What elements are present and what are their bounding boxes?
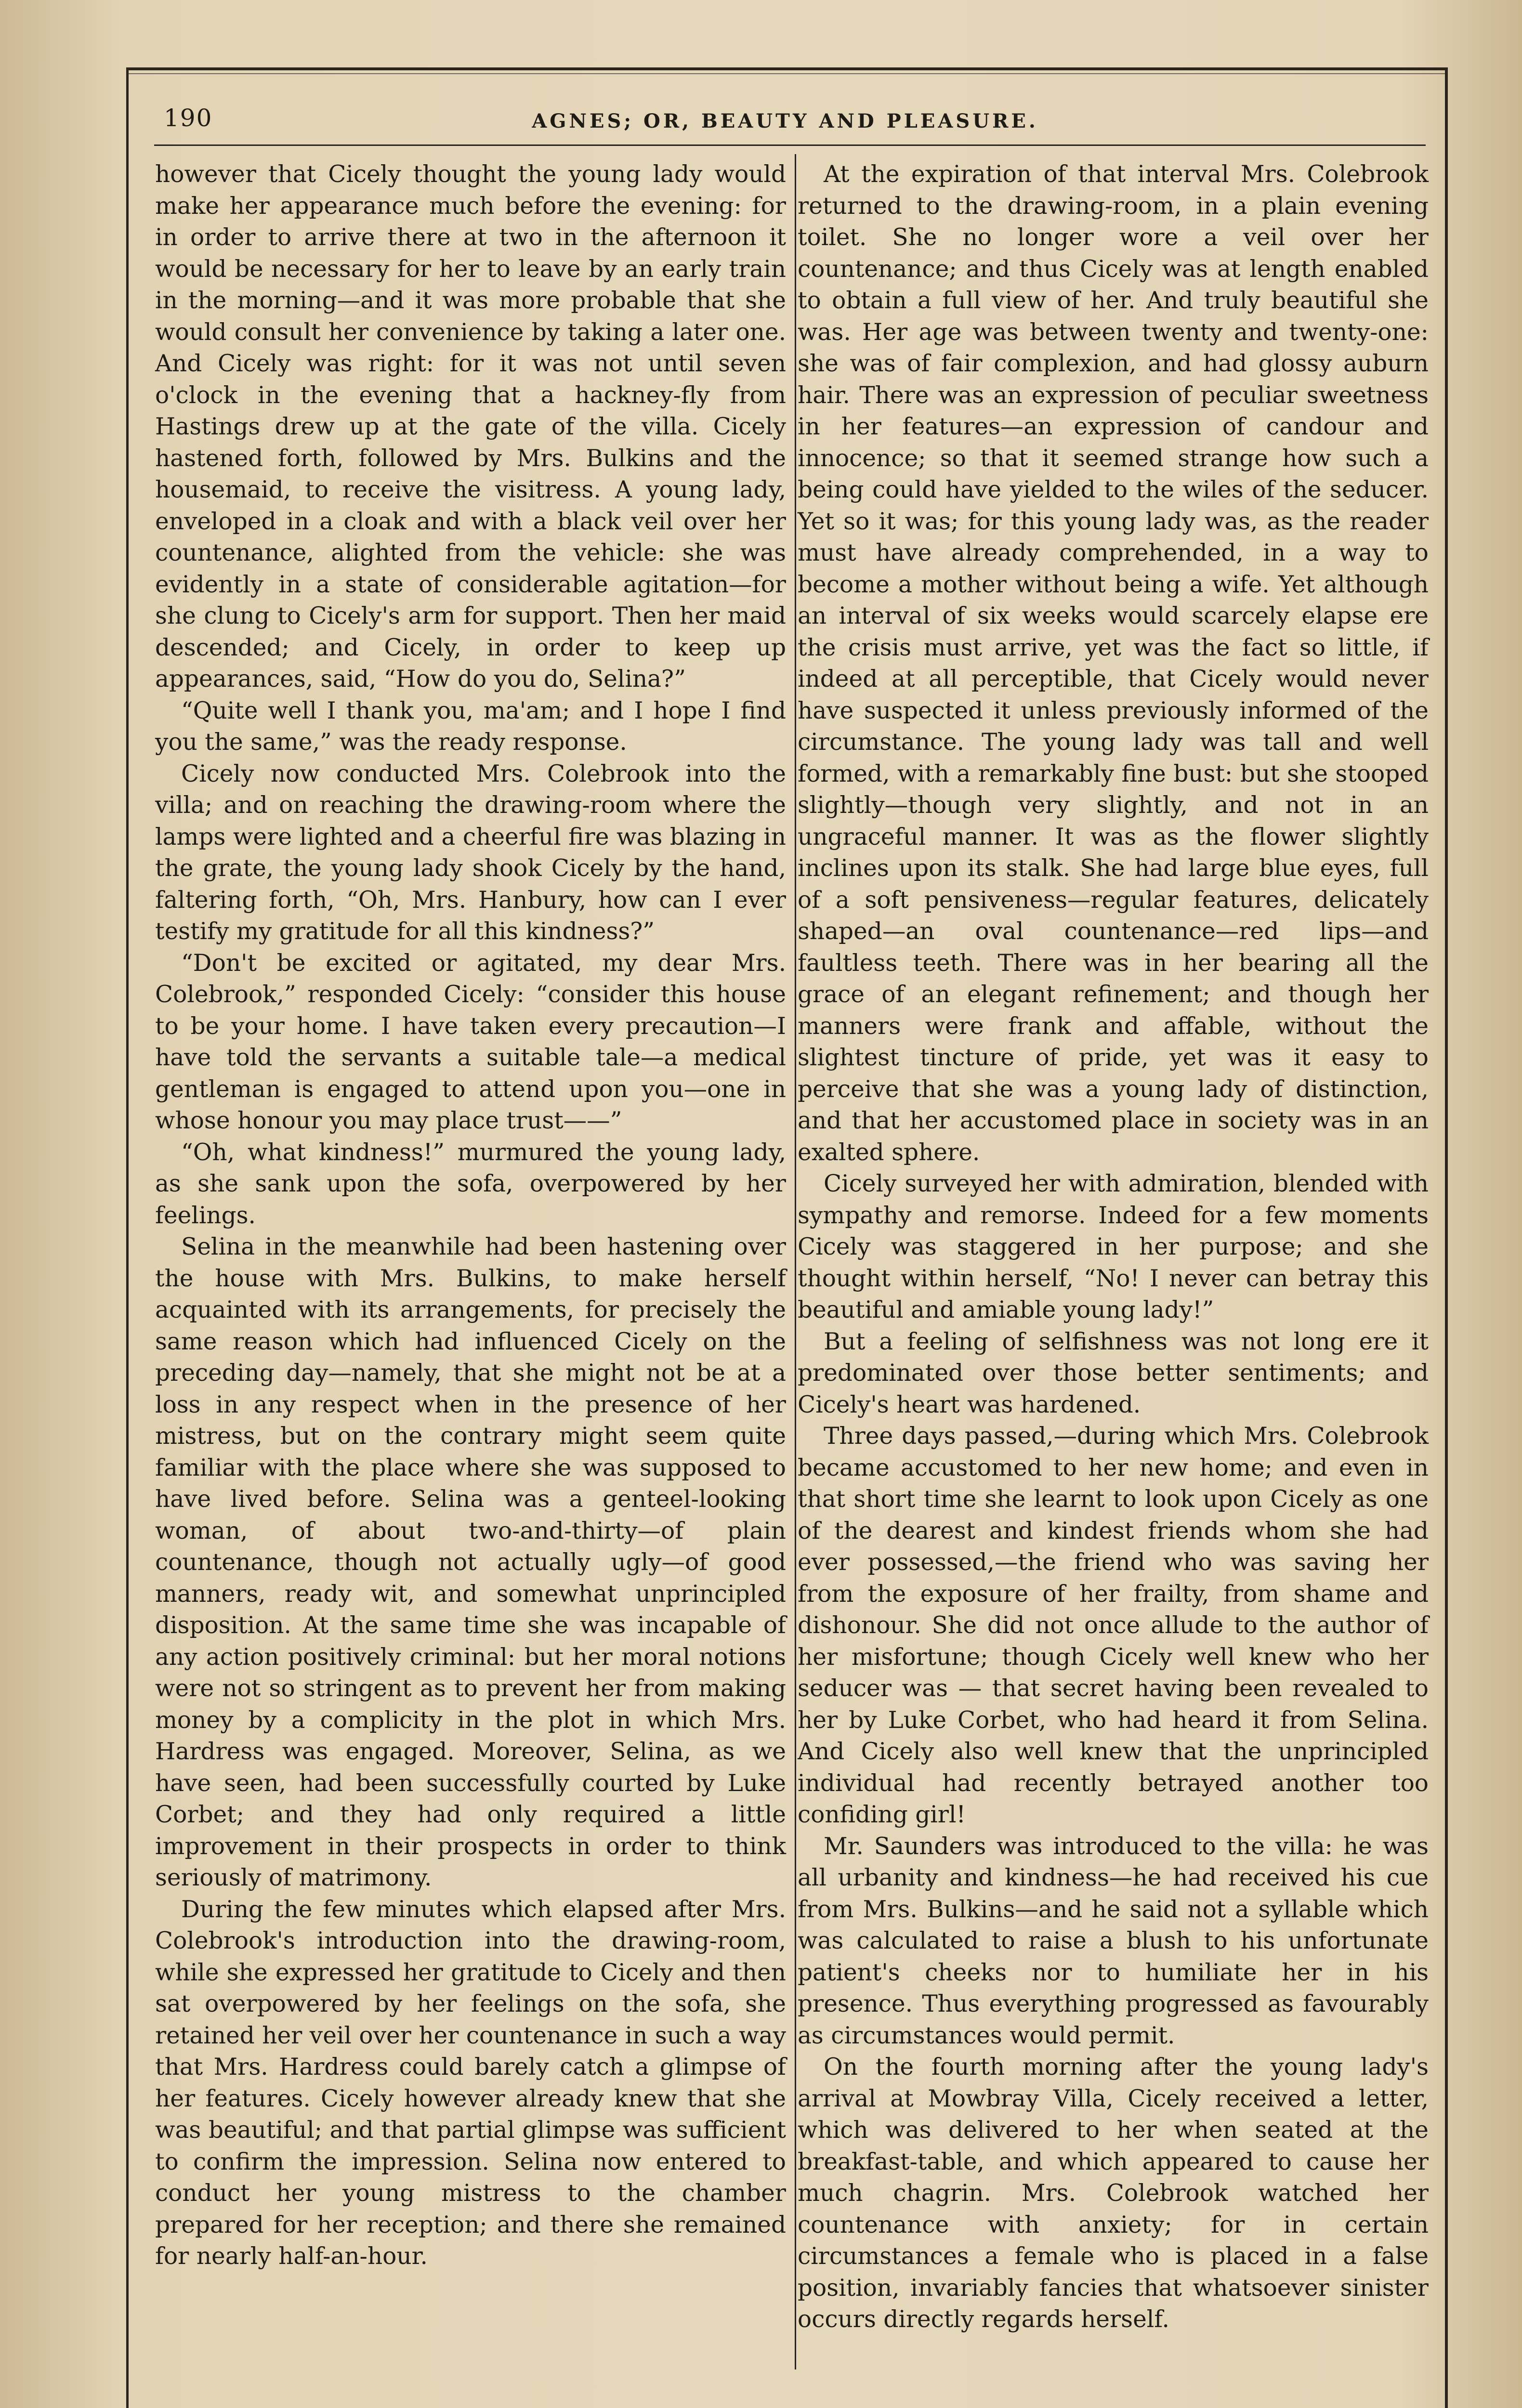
paragraph: Cicely now conducted Mrs. Colebrook into the villa; and on reaching the drawing-room where the lamps were lighted and a cheerful fire was blazing in the grate, the young lady shook Cicely by the hand, faltering forth, “Oh, Mrs. Hanbury, how can I ever testify my gratitude for all this kindness?” xyxy=(155,760,786,945)
paragraph: “Quite well I thank you, ma'am; and I hope I find you the same,” was the ready response. xyxy=(155,697,786,756)
paragraph: Mr. Saunders was introduced to the villa: he was all urbanity and kindness—he had received his cue from Mrs. Bulkins—and he said not a syllable which was calculated to raise a blush to his unfortunate patient's cheeks nor to humiliate her in his presence. Thus everything progressed as favourably as circumstances would permit. xyxy=(798,1832,1429,2049)
paragraph: Cicely surveyed her with admiration, blended with sympathy and remorse. Indeed for a few moments Cicely was staggered in her purpose; and she thought within herself, “No! I never can betray this beautiful and amiable young lady!” xyxy=(798,1170,1429,1323)
frame-right-rule xyxy=(1445,67,1448,2408)
paragraph: Selina in the meanwhile had been hastening over the house with Mrs. Bulkins, to make herself acquainted with its arrangements, for precisely the same reason which had influenced Cicely on the preceding day—namely, that she might not be at a loss in any respect when in the presence of her mistress, but on the contrary might seem quite familiar with the place where she was supposed to have lived before. Selina was a genteel-looking woman, of about two-and-thirty—of plain countenance, though not actually ugly—of good manners, ready wit, and somewhat unprincipled disposition. At the same time she was incapable of any action positively criminal: but her moral notions were not so stringent as to prevent her from making money by a complicity in the plot in which Mrs. Hardress was engaged. Moreover, Selina, as we have seen, had been successfully courted by Luke Corbet; and they had only required a little improvement in their prospects in order to think seriously of matrimony. xyxy=(155,1233,786,1891)
left-column xyxy=(155,159,786,2273)
paragraph: During the few minutes which elapsed after Mrs. Colebrook's introduction into the drawing-room, while she expressed her gratitude to Cicely and then sat overpowered by her feelings on the sofa, she retained her veil over her countenance in such a way that Mrs. Hardress could barely catch a glimpse of her features. Cicely however already knew that she was beautiful; and that partial glimpse was sufficient to confirm the impression. Selina now entered to conduct her young mistress to the chamber prepared for her reception; and there she remained for nearly half-an-hour. xyxy=(155,1896,786,2270)
column-divider xyxy=(795,154,796,2369)
frame-left-rule xyxy=(126,67,129,2408)
paragraph: On the fourth morning after the young lady's arrival at Mowbray Villa, Cicely received a letter, which was delivered to her when seated at the breakfast-table, and which appeared to cause her much chagrin. Mrs. Colebrook watched her countenance with anxiety; for in certain circumstances a female who is placed in a false position, invariably fancies that whatsoever sinister occurs directly regards herself. xyxy=(798,2054,1429,2333)
paragraph: But a feeling of selfishness was not long ere it predominated over those better sentiments; and Cicely's heart was hardened. xyxy=(798,1328,1429,1418)
paragraph: Three days passed,—during which Mrs. Colebrook became accustomed to her new home; and even in that short time she learnt to look upon Cicely as one of the dearest and kindest friends whom she had ever possessed,—the friend who was saving her from the exposure of her frailty, from shame and dishonour. She did not once allude to the author of her misfortune; though Cicely well knew who her seducer was — that secret having been revealed to her by Luke Corbet, who had heard it from Selina. And Cicely also well knew that the unprincipled individual had recently betrayed another too confiding girl! xyxy=(798,1423,1429,1828)
paragraph: however that Cicely thought the young lady would make her appearance much before the evening: for in order to arrive there at two in the afternoon it would be necessary for her to leave by an early train in the morning—and it was more probable that she would consult her convenience by taking a later one. And Cicely was right: for it was not until seven o'clock in the evening that a hackney-fly from Hastings drew up at the gate of the villa. Cicely hastened forth, followed by Mrs. Bulkins and the housemaid, to receive the visitress. A young lady, enveloped in a cloak and with a black veil over her countenance, alighted from the vehicle: she was evidently in a state of considerable agitation—for she clung to Cicely's arm for support. Then her maid descended; and Cicely, in order to keep up appearances, said, “How do you do, Selina?” xyxy=(155,161,786,693)
paragraph: “Don't be excited or agitated, my dear Mrs. Colebrook,” responded Cicely: “consider this house to be your home. I have taken every precaution—I have told the servants a suitable tale—a medical gentleman is engaged to attend upon you—one in whose honour you may place trust——” xyxy=(155,949,786,1134)
right-column xyxy=(798,159,1429,2336)
page-number: 190 xyxy=(164,104,213,132)
header-rule xyxy=(154,144,1426,146)
frame-top-rule xyxy=(126,67,1447,70)
paragraph: “Oh, what kindness!” murmured the young lady, as she sank upon the sofa, overpowered by her feelings. xyxy=(155,1139,786,1229)
frame-top-rule-inner xyxy=(126,73,1447,74)
paragraph: At the expiration of that interval Mrs. Colebrook returned to the drawing-room, in a plain evening toilet. She no longer wore a veil over her countenance; and thus Cicely was at length enabled to obtain a full view of her. And truly beautiful she was. Her age was between twenty and twenty-one: she was of fair complexion, and had glossy auburn hair. There was an expression of peculiar sweetness in her features—an expression of candour and innocence; so that it seemed strange how such a being could have yielded to the wiles of the seducer. Yet so it was; for this young lady was, as the reader must have already comprehended, in a way to become a mother without being a wife. Yet although an interval of six weeks would scarcely elapse ere the crisis must arrive, yet was the fact so little, if indeed at all perceptible, that Cicely would never have suspected it unless previously informed of the circumstance. The young lady was tall and well formed, with a remarkably fine bust: but she stooped slightly—though very slightly, and not in an ungraceful manner. It was as the flower slightly inclines upon its stalk. She had large blue eyes, full of a soft pensiveness—regular features, delicately shaped—an oval countenance—red lips—and faultless teeth. There was in her bearing all the grace of an elegant refinement; and though her manners were frank and affable, without the slightest tincture of pride, yet was it easy to perceive that she was a young lady of distinction, and that her accustomed place in society was in an exalted sphere. xyxy=(798,161,1429,1166)
running-title: AGNES; OR, BEAUTY AND PLEASURE. xyxy=(532,110,1038,132)
